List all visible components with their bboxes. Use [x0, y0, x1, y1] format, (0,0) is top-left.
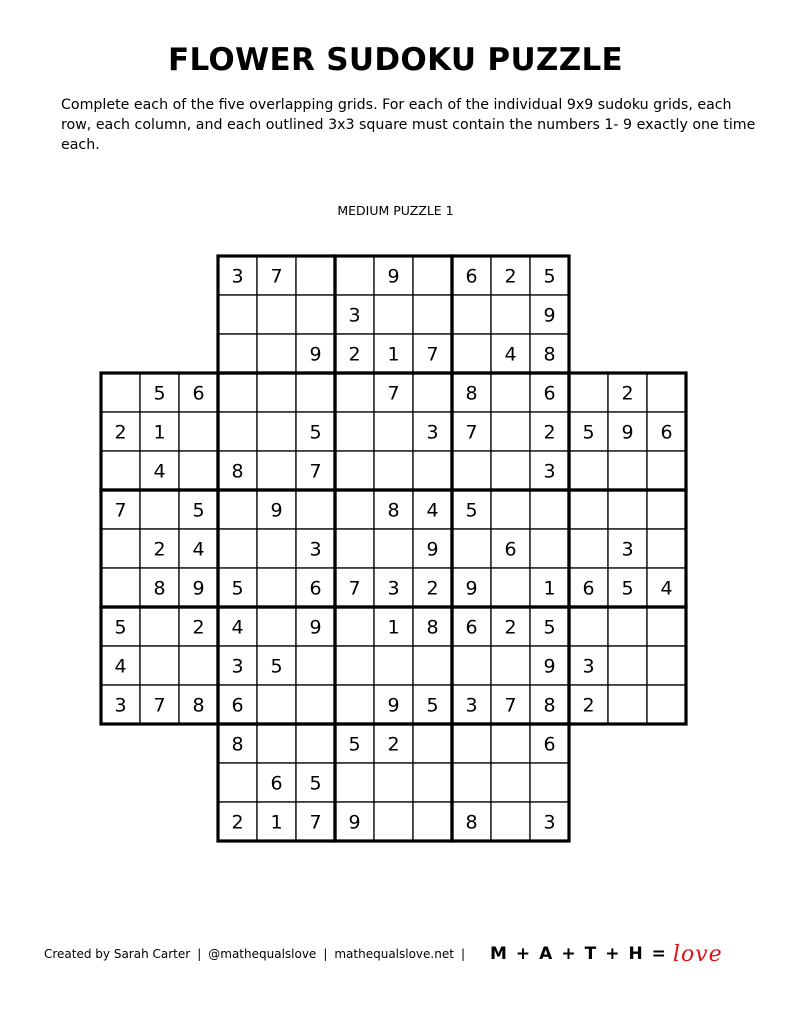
sudoku-given-digit: 6 [270, 772, 283, 795]
sudoku-given-digit: 5 [543, 616, 556, 639]
sudoku-given-digit: 3 [543, 460, 556, 483]
sudoku-given-digit: 3 [348, 304, 361, 327]
sudoku-cell[interactable] [335, 256, 374, 295]
sudoku-given-digit: 7 [504, 694, 517, 717]
sudoku-given-digit: 7 [270, 265, 283, 288]
sudoku-given-digit: 7 [426, 343, 439, 366]
sudoku-given-digit: 5 [114, 616, 127, 639]
sudoku-cell[interactable] [101, 529, 140, 568]
sudoku-cell[interactable] [218, 763, 257, 802]
sudoku-cell[interactable] [257, 607, 296, 646]
sudoku-given-digit: 6 [465, 616, 478, 639]
sudoku-given-digit: 9 [192, 577, 205, 600]
sudoku-given-digit: 8 [426, 616, 439, 639]
instructions-text: Complete each of the five overlapping grids. For each of the individual 9x9 sudoku grids, each row, each column, and each outlined 3x3 square must contain the numbers 1- 9 exactly one time each. [61, 97, 756, 153]
sudoku-cell[interactable] [491, 568, 530, 607]
sudoku-given-digit: 3 [621, 538, 634, 561]
sudoku-given-digit: 8 [192, 694, 205, 717]
sudoku-given-digit: 5 [270, 655, 283, 678]
sudoku-given-digit: 6 [543, 733, 556, 756]
sudoku-given-digit: 9 [426, 538, 439, 561]
sudoku-given-digit: 7 [153, 694, 166, 717]
sudoku-given-digit: 3 [465, 694, 478, 717]
footer-site-link[interactable]: mathequalslove.net [334, 947, 454, 961]
sudoku-cell[interactable] [608, 451, 647, 490]
sudoku-cell[interactable] [530, 529, 569, 568]
sudoku-given-digit: 4 [660, 577, 673, 600]
sudoku-given-digit: 7 [114, 499, 127, 522]
sudoku-cell[interactable] [608, 685, 647, 724]
sudoku-given-digit: 2 [504, 265, 517, 288]
sudoku-cell[interactable] [101, 451, 140, 490]
brand-letter: A [539, 944, 554, 964]
brand-letter: = [651, 944, 667, 964]
sudoku-given-digit: 8 [231, 460, 244, 483]
sudoku-cell[interactable] [647, 529, 686, 568]
sudoku-cell[interactable] [374, 412, 413, 451]
sudoku-cell[interactable] [452, 334, 491, 373]
sudoku-given-digit: 3 [426, 421, 439, 444]
brand-logo [486, 942, 727, 967]
sudoku-given-digit: 6 [465, 265, 478, 288]
sudoku-cell[interactable] [647, 685, 686, 724]
sudoku-given-digit: 1 [543, 577, 556, 600]
sudoku-given-digit: 9 [348, 811, 361, 834]
sudoku-given-digit: 9 [543, 304, 556, 327]
sudoku-cell[interactable] [608, 646, 647, 685]
sudoku-given-digit: 8 [465, 382, 478, 405]
sudoku-cell[interactable] [374, 802, 413, 841]
sudoku-given-digit: 3 [582, 655, 595, 678]
sudoku-cell[interactable] [647, 607, 686, 646]
sudoku-cell[interactable] [257, 529, 296, 568]
brand-love: love [672, 941, 723, 967]
sudoku-given-digit: 3 [114, 694, 127, 717]
sudoku-given-digit: 5 [426, 694, 439, 717]
brand-letter: T [584, 944, 598, 964]
sudoku-cell[interactable] [530, 763, 569, 802]
sudoku-cell[interactable] [101, 373, 140, 412]
sudoku-cell[interactable] [335, 490, 374, 529]
sudoku-given-digit: 3 [309, 538, 322, 561]
sudoku-given-digit: 2 [348, 343, 361, 366]
sudoku-cell[interactable] [101, 568, 140, 607]
sudoku-cell[interactable] [257, 373, 296, 412]
sudoku-cell[interactable] [296, 685, 335, 724]
sudoku-given-digit: 8 [465, 811, 478, 834]
sudoku-given-digit: 3 [231, 655, 244, 678]
sudoku-cell[interactable] [257, 568, 296, 607]
footer-credit: Created by Sarah Carter [44, 947, 191, 961]
sudoku-cell[interactable] [413, 295, 452, 334]
sudoku-cell[interactable] [218, 295, 257, 334]
sudoku-given-digit: 6 [309, 577, 322, 600]
sudoku-given-digit: 2 [621, 382, 634, 405]
sudoku-given-digit: 2 [192, 616, 205, 639]
brand-letter: M [489, 944, 508, 964]
sudoku-cell[interactable] [296, 256, 335, 295]
sudoku-cell[interactable] [179, 451, 218, 490]
sudoku-cell[interactable] [296, 373, 335, 412]
sudoku-given-digit: 5 [348, 733, 361, 756]
sudoku-given-digit: 5 [582, 421, 595, 444]
sudoku-cell[interactable] [335, 685, 374, 724]
sudoku-given-digit: 4 [114, 655, 127, 678]
sudoku-given-digit: 8 [231, 733, 244, 756]
sudoku-given-digit: 7 [387, 382, 400, 405]
sudoku-cell[interactable] [452, 763, 491, 802]
sudoku-cell[interactable] [257, 685, 296, 724]
footer [44, 942, 727, 966]
page-title: FLOWER SUDOKU PUZZLE [167, 42, 623, 78]
sudoku-cell[interactable] [179, 646, 218, 685]
sudoku-given-digit: 6 [231, 694, 244, 717]
sudoku-given-digit: 2 [387, 733, 400, 756]
sudoku-cell[interactable] [413, 763, 452, 802]
sudoku-cell[interactable] [413, 802, 452, 841]
sudoku-given-digit: 5 [153, 382, 166, 405]
sudoku-cell[interactable] [647, 646, 686, 685]
sudoku-cell[interactable] [335, 646, 374, 685]
sudoku-cell[interactable] [257, 724, 296, 763]
sudoku-given-digit: 6 [543, 382, 556, 405]
sudoku-cell[interactable] [218, 529, 257, 568]
sudoku-cell[interactable] [413, 724, 452, 763]
sudoku-given-digit: 8 [543, 694, 556, 717]
sudoku-cell[interactable] [374, 646, 413, 685]
sudoku-cell[interactable] [374, 529, 413, 568]
sudoku-cell[interactable] [374, 451, 413, 490]
sudoku-given-digit: 7 [309, 460, 322, 483]
sudoku-cell[interactable] [257, 295, 296, 334]
sudoku-cell[interactable] [218, 334, 257, 373]
sudoku-cell[interactable] [452, 451, 491, 490]
sudoku-given-digit: 2 [231, 811, 244, 834]
sudoku-given-digit: 1 [387, 616, 400, 639]
sudoku-cell[interactable] [491, 490, 530, 529]
sudoku-given-digit: 4 [153, 460, 166, 483]
footer-separator: | [323, 947, 328, 961]
brand-letter: + [605, 944, 621, 964]
footer-separator: | [197, 947, 202, 961]
sudoku-given-digit: 3 [387, 577, 400, 600]
sudoku-given-digit: 1 [153, 421, 166, 444]
sudoku-given-digit: 5 [309, 421, 322, 444]
sudoku-cell[interactable] [257, 451, 296, 490]
sudoku-given-digit: 7 [465, 421, 478, 444]
brand-letter: H [628, 944, 644, 964]
sudoku-given-digit: 5 [231, 577, 244, 600]
brand-letter: + [515, 944, 532, 964]
sudoku-given-digit: 2 [426, 577, 439, 600]
sudoku-given-digit: 9 [387, 265, 400, 288]
sudoku-cell[interactable] [335, 607, 374, 646]
sudoku-given-digit: 2 [153, 538, 166, 561]
sudoku-given-digit: 8 [153, 577, 166, 600]
brand-letter: + [561, 944, 577, 964]
sudoku-given-digit: 6 [192, 382, 205, 405]
sudoku-cell[interactable] [140, 490, 179, 529]
sudoku-given-digit: 1 [387, 343, 400, 366]
sudoku-cell[interactable] [452, 295, 491, 334]
sudoku-given-digit: 8 [387, 499, 400, 522]
sudoku-cell[interactable] [491, 412, 530, 451]
sudoku-given-digit: 5 [621, 577, 634, 600]
sudoku-given-digit: 2 [114, 421, 127, 444]
sudoku-given-digit: 4 [231, 616, 244, 639]
sudoku-cell[interactable] [296, 295, 335, 334]
sudoku-given-digit: 8 [543, 343, 556, 366]
sudoku-cell[interactable] [296, 490, 335, 529]
sudoku-cell[interactable] [257, 334, 296, 373]
sudoku-given-digit: 3 [543, 811, 556, 834]
sudoku-cell[interactable] [335, 373, 374, 412]
sudoku-given-digit: 6 [582, 577, 595, 600]
sudoku-cell[interactable] [140, 646, 179, 685]
sudoku-cell[interactable] [647, 373, 686, 412]
sudoku-given-digit: 6 [504, 538, 517, 561]
sudoku-cell[interactable] [179, 412, 218, 451]
sudoku-cell[interactable] [491, 646, 530, 685]
sudoku-cell[interactable] [413, 373, 452, 412]
sudoku-given-digit: 5 [192, 499, 205, 522]
sudoku-given-digit: 3 [231, 265, 244, 288]
sudoku-cell[interactable] [413, 256, 452, 295]
sudoku-cell[interactable] [296, 724, 335, 763]
sudoku-given-digit: 4 [426, 499, 439, 522]
sudoku-cell[interactable] [491, 724, 530, 763]
sudoku-given-digit: 6 [660, 421, 673, 444]
sudoku-cell[interactable] [569, 451, 608, 490]
sudoku-given-digit: 9 [270, 499, 283, 522]
sudoku-given-digit: 7 [309, 811, 322, 834]
sudoku-cell[interactable] [335, 451, 374, 490]
sudoku-cell[interactable] [335, 763, 374, 802]
footer-separator: | [460, 947, 465, 961]
sudoku-cell[interactable] [491, 295, 530, 334]
sudoku-given-digit: 1 [270, 811, 283, 834]
sudoku-cell[interactable] [647, 490, 686, 529]
sudoku-given-digit: 4 [192, 538, 205, 561]
sudoku-cell[interactable] [335, 529, 374, 568]
sudoku-cell[interactable] [491, 451, 530, 490]
sudoku-cell[interactable] [413, 451, 452, 490]
sudoku-cell[interactable] [569, 607, 608, 646]
sudoku-given-digit: 2 [504, 616, 517, 639]
sudoku-cell[interactable] [491, 802, 530, 841]
sudoku-cell[interactable] [413, 646, 452, 685]
sudoku-given-digit: 9 [621, 421, 634, 444]
puzzle-subtitle: MEDIUM PUZZLE 1 [337, 203, 454, 218]
sudoku-cell[interactable] [491, 373, 530, 412]
sudoku-cell[interactable] [608, 607, 647, 646]
sudoku-cell[interactable] [140, 607, 179, 646]
sudoku-cell[interactable] [257, 412, 296, 451]
sudoku-given-digit: 5 [543, 265, 556, 288]
sudoku-cell[interactable] [569, 373, 608, 412]
sudoku-cell[interactable] [374, 763, 413, 802]
sudoku-cell[interactable] [218, 412, 257, 451]
sudoku-cell[interactable] [374, 295, 413, 334]
sudoku-given-digit: 2 [543, 421, 556, 444]
sudoku-given-digit: 9 [309, 616, 322, 639]
sudoku-cell[interactable] [569, 490, 608, 529]
sudoku-cell[interactable] [608, 490, 647, 529]
sudoku-cell[interactable] [569, 529, 608, 568]
sudoku-cell[interactable] [647, 451, 686, 490]
sudoku-cell[interactable] [530, 490, 569, 529]
sudoku-cell[interactable] [452, 724, 491, 763]
sudoku-cell[interactable] [218, 373, 257, 412]
sudoku-given-digit: 9 [465, 577, 478, 600]
sudoku-cell[interactable] [296, 646, 335, 685]
sudoku-cell[interactable] [218, 490, 257, 529]
footer-handle[interactable]: @mathequalslove [208, 947, 317, 961]
sudoku-given-digit: 9 [543, 655, 556, 678]
sudoku-cell[interactable] [452, 646, 491, 685]
sudoku-given-digit: 9 [309, 343, 322, 366]
sudoku-given-digit: 5 [465, 499, 478, 522]
sudoku-cell[interactable] [335, 412, 374, 451]
sudoku-given-digit: 9 [387, 694, 400, 717]
sudoku-cell[interactable] [491, 763, 530, 802]
sudoku-given-digit: 4 [504, 343, 517, 366]
sudoku-given-digit: 2 [582, 694, 595, 717]
sudoku-cell[interactable] [452, 529, 491, 568]
sudoku-given-digit: 7 [348, 577, 361, 600]
sudoku-given-digit: 5 [309, 772, 322, 795]
